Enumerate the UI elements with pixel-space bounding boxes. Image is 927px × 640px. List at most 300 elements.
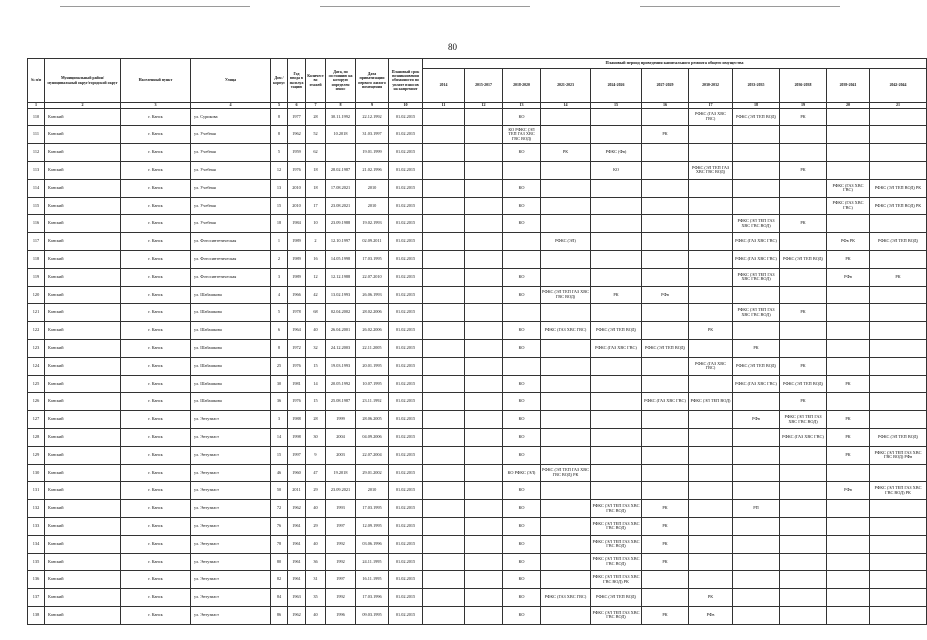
- floors-cell: 40: [306, 535, 326, 553]
- period-cell: [591, 357, 642, 375]
- period-cell: КО: [503, 286, 541, 304]
- floors-cell: 9: [306, 446, 326, 464]
- column-number: 10: [389, 103, 423, 109]
- period-cell: [689, 250, 733, 268]
- house-cell: 8: [271, 108, 288, 126]
- period-cell: [870, 322, 927, 340]
- settlement-cell: г. Канск: [121, 482, 191, 500]
- settlement-cell: г. Канск: [121, 500, 191, 518]
- column-number: 20: [827, 103, 870, 109]
- period-cell: [465, 589, 503, 607]
- row-number: 134: [28, 535, 45, 553]
- period-cell: КО: [503, 197, 541, 215]
- year-cell: 1959: [288, 144, 306, 162]
- period-cell: [642, 304, 689, 322]
- period-cell: КО: [503, 215, 541, 233]
- obligation-date-cell: 01.02.2015: [389, 268, 423, 286]
- header-period: 2015-2017: [465, 69, 503, 103]
- period-cell: [870, 606, 927, 624]
- privatization-date-cell: 28.02.2006: [356, 304, 389, 322]
- street-cell: ул. Энтузиаст: [191, 535, 271, 553]
- period-cell: РФКС (ГАЗ ХВС ГВС): [591, 339, 642, 357]
- privatization-date-cell: 26.06.1993: [356, 286, 389, 304]
- street-cell: ул. Сурикова: [191, 108, 271, 126]
- header-house: Дом / корпус: [271, 59, 288, 103]
- year-cell: 1961: [288, 535, 306, 553]
- floors-cell: 15: [306, 393, 326, 411]
- settlement-cell: г. Канск: [121, 393, 191, 411]
- row-number: 119: [28, 268, 45, 286]
- period-cell: [465, 393, 503, 411]
- period-cell: [689, 339, 733, 357]
- street-cell: ул. Учебная: [191, 144, 271, 162]
- period-cell: КО: [503, 606, 541, 624]
- row-number: 129: [28, 446, 45, 464]
- house-cell: 8: [271, 339, 288, 357]
- settlement-cell: г. Канск: [121, 517, 191, 535]
- period-cell: [642, 571, 689, 589]
- header-period: 2027-2029: [642, 69, 689, 103]
- year-cell: 1978: [288, 304, 306, 322]
- privatization-date-cell: 24.11.1995: [356, 553, 389, 571]
- floors-cell: 18: [306, 179, 326, 197]
- period-cell: КО: [503, 322, 541, 340]
- row-number: 113: [28, 161, 45, 179]
- period-cell: [423, 286, 465, 304]
- page-number: 80: [448, 42, 457, 52]
- period-cell: [541, 161, 591, 179]
- period-cell: [827, 393, 870, 411]
- period-cell: РФКС (ЭЛ ТЕП ГАЗ ХВС ГВС ВОД) РК: [870, 482, 927, 500]
- period-cell: РФКС (Фв): [591, 144, 642, 162]
- year-cell: 1963: [288, 589, 306, 607]
- period-cell: [541, 197, 591, 215]
- period-cell: [870, 126, 927, 144]
- row-number: 131: [28, 482, 45, 500]
- period-cell: РК: [870, 268, 927, 286]
- period-cell: КО РФКС (ЭЛ ТЕП ГАЗ ХВС ГВС ВОД): [503, 126, 541, 144]
- floors-cell: 30: [306, 428, 326, 446]
- period-cell: РФКС (ЭЛ ТЕП ГАЗ ХВС ГВС ВОД): [780, 411, 827, 429]
- period-cell: [733, 144, 780, 162]
- wear-date-cell: 1992: [326, 535, 356, 553]
- street-cell: ул. Шабашкова: [191, 393, 271, 411]
- period-cell: [689, 144, 733, 162]
- period-cell: [541, 482, 591, 500]
- period-cell: [870, 357, 927, 375]
- period-cell: [503, 233, 541, 251]
- period-cell: [541, 126, 591, 144]
- period-cell: РФКС (ЭЛ ТЕП ГАЗ ХВС ГВС ВОД) РК: [591, 571, 642, 589]
- house-cell: 1: [271, 233, 288, 251]
- settlement-cell: г. Канск: [121, 428, 191, 446]
- period-cell: [541, 108, 591, 126]
- period-cell: РК: [642, 500, 689, 518]
- privatization-date-cell: 2010: [356, 179, 389, 197]
- table-row: [28, 589, 927, 607]
- period-cell: [591, 233, 642, 251]
- settlement-cell: г. Канск: [121, 286, 191, 304]
- period-cell: [870, 375, 927, 393]
- privatization-date-cell: 09.03.1995: [356, 606, 389, 624]
- period-cell: [591, 482, 642, 500]
- settlement-cell: г. Канск: [121, 197, 191, 215]
- period-cell: [733, 446, 780, 464]
- period-cell: [780, 500, 827, 518]
- period-cell: [423, 553, 465, 571]
- obligation-date-cell: 01.02.2015: [389, 393, 423, 411]
- house-cell: 78: [271, 535, 288, 553]
- privatization-date-cell: 23.11.1992: [356, 393, 389, 411]
- period-cell: [541, 571, 591, 589]
- column-number: 17: [689, 103, 733, 109]
- year-cell: 1972: [288, 339, 306, 357]
- period-cell: [591, 446, 642, 464]
- year-cell: 1962: [288, 126, 306, 144]
- settlement-cell: г. Канск: [121, 464, 191, 482]
- period-cell: [591, 428, 642, 446]
- period-cell: [780, 233, 827, 251]
- table-row: [28, 375, 927, 393]
- year-cell: 1961: [288, 517, 306, 535]
- row-number: 126: [28, 393, 45, 411]
- wear-date-cell: 1997: [326, 571, 356, 589]
- period-cell: РФв: [642, 286, 689, 304]
- district-cell: Канский: [45, 286, 121, 304]
- privatization-date-cell: 12.09.1995: [356, 517, 389, 535]
- privatization-date-cell: 17.03.1995: [356, 500, 389, 518]
- district-cell: Канский: [45, 589, 121, 607]
- year-cell: 1976: [288, 393, 306, 411]
- street-cell: ул. Фотосинтетическая: [191, 250, 271, 268]
- period-cell: [423, 322, 465, 340]
- floors-cell: 36: [306, 553, 326, 571]
- period-cell: [503, 161, 541, 179]
- column-number: 12: [465, 103, 503, 109]
- obligation-date-cell: 01.02.2015: [389, 108, 423, 126]
- period-cell: [591, 375, 642, 393]
- floors-cell: 17: [306, 197, 326, 215]
- table-row: [28, 233, 927, 251]
- obligation-date-cell: 01.02.2015: [389, 428, 423, 446]
- wear-date-cell: 28.02.1987: [326, 161, 356, 179]
- period-cell: РК: [827, 250, 870, 268]
- floors-cell: 29: [306, 517, 326, 535]
- district-cell: Канский: [45, 197, 121, 215]
- table-row: [28, 482, 927, 500]
- period-cell: РК: [827, 428, 870, 446]
- period-cell: РК: [642, 517, 689, 535]
- period-cell: [780, 535, 827, 553]
- period-cell: [827, 535, 870, 553]
- period-cell: [423, 571, 465, 589]
- period-cell: РК: [642, 606, 689, 624]
- period-cell: [541, 606, 591, 624]
- period-cell: [465, 339, 503, 357]
- period-cell: РФКС (ЭЛ): [541, 233, 591, 251]
- period-cell: [465, 108, 503, 126]
- column-number: 9: [356, 103, 389, 109]
- row-number: 133: [28, 517, 45, 535]
- period-cell: [423, 500, 465, 518]
- street-cell: ул. Шабашкова: [191, 375, 271, 393]
- row-number: 120: [28, 286, 45, 304]
- period-cell: [541, 446, 591, 464]
- period-cell: [423, 179, 465, 197]
- year-cell: 1984: [288, 215, 306, 233]
- period-cell: [423, 268, 465, 286]
- period-cell: [541, 215, 591, 233]
- period-cell: [870, 339, 927, 357]
- period-cell: [689, 446, 733, 464]
- period-cell: [642, 268, 689, 286]
- period-cell: [870, 535, 927, 553]
- period-cell: [733, 197, 780, 215]
- privatization-date-cell: 19.01.1999: [356, 144, 389, 162]
- table-row: [28, 393, 927, 411]
- period-cell: [780, 126, 827, 144]
- period-cell: [465, 428, 503, 446]
- district-cell: Канский: [45, 233, 121, 251]
- period-cell: РФКС (ГАЗ ХВС ГВС): [689, 108, 733, 126]
- obligation-date-cell: 01.02.2015: [389, 126, 423, 144]
- period-cell: [827, 161, 870, 179]
- district-cell: Канский: [45, 161, 121, 179]
- district-cell: Канский: [45, 428, 121, 446]
- floors-cell: 28: [306, 411, 326, 429]
- floors-cell: 40: [306, 500, 326, 518]
- settlement-cell: г. Канск: [121, 535, 191, 553]
- year-cell: 2011: [288, 482, 306, 500]
- district-cell: Канский: [45, 215, 121, 233]
- period-cell: [541, 428, 591, 446]
- period-cell: [733, 322, 780, 340]
- period-cell: [780, 589, 827, 607]
- house-cell: 86: [271, 606, 288, 624]
- year-cell: 1981: [288, 375, 306, 393]
- settlement-cell: г. Канск: [121, 126, 191, 144]
- period-cell: [591, 126, 642, 144]
- year-cell: 1961: [288, 553, 306, 571]
- year-cell: 1989: [288, 250, 306, 268]
- wear-date-cell: 14.05.1998: [326, 250, 356, 268]
- street-cell: ул. Учебная: [191, 126, 271, 144]
- floors-cell: 28: [306, 108, 326, 126]
- district-cell: Канский: [45, 446, 121, 464]
- street-cell: ул. Шабашкова: [191, 322, 271, 340]
- year-cell: 1977: [288, 108, 306, 126]
- period-cell: [689, 464, 733, 482]
- period-cell: КО: [503, 144, 541, 162]
- period-cell: [689, 197, 733, 215]
- settlement-cell: г. Канск: [121, 268, 191, 286]
- obligation-date-cell: 01.02.2015: [389, 553, 423, 571]
- obligation-date-cell: 01.02.2015: [389, 517, 423, 535]
- period-cell: РФКС (ГАЗ ХВС ГВС): [642, 393, 689, 411]
- obligation-date-cell: 01.02.2015: [389, 571, 423, 589]
- period-cell: КО: [503, 393, 541, 411]
- obligation-date-cell: 01.02.2015: [389, 233, 423, 251]
- period-cell: [423, 606, 465, 624]
- floors-cell: 31: [306, 571, 326, 589]
- wear-date-cell: 30.11.1992: [326, 108, 356, 126]
- privatization-date-cell: 19.02.1993: [356, 215, 389, 233]
- column-number: 7: [306, 103, 326, 109]
- district-cell: Канский: [45, 411, 121, 429]
- period-cell: [591, 179, 642, 197]
- period-cell: [465, 482, 503, 500]
- period-cell: РФКС (ЭЛ ТЕП ГАЗ ХВС ГВС ВОД): [591, 517, 642, 535]
- period-cell: РК: [827, 446, 870, 464]
- period-cell: РФв РК: [827, 233, 870, 251]
- wear-date-cell: 12.12.1988: [326, 268, 356, 286]
- header-period: 2024-2026: [591, 69, 642, 103]
- header-period: 2042-2044: [870, 69, 927, 103]
- floors-cell: 40: [306, 606, 326, 624]
- period-cell: [827, 500, 870, 518]
- column-number: 3: [121, 103, 191, 109]
- obligation-date-cell: 01.02.2015: [389, 464, 423, 482]
- period-cell: [541, 500, 591, 518]
- period-cell: РП: [733, 500, 780, 518]
- period-cell: [827, 571, 870, 589]
- period-cell: [465, 553, 503, 571]
- floors-cell: 52: [306, 126, 326, 144]
- house-cell: 2: [271, 250, 288, 268]
- row-number: 118: [28, 250, 45, 268]
- period-cell: РФКС (ЭЛ ТЕП ВОД): [591, 322, 642, 340]
- house-cell: 12: [271, 161, 288, 179]
- floors-cell: 12: [306, 268, 326, 286]
- period-cell: [827, 108, 870, 126]
- house-cell: 84: [271, 589, 288, 607]
- year-cell: 1961: [288, 571, 306, 589]
- period-cell: [642, 322, 689, 340]
- period-cell: КО: [503, 500, 541, 518]
- period-cell: [733, 606, 780, 624]
- period-cell: [423, 589, 465, 607]
- period-cell: [591, 268, 642, 286]
- row-number: 122: [28, 322, 45, 340]
- wear-date-cell: 1997: [326, 517, 356, 535]
- period-cell: [870, 589, 927, 607]
- obligation-date-cell: 01.02.2015: [389, 411, 423, 429]
- street-cell: ул. Учебная: [191, 197, 271, 215]
- period-cell: [733, 517, 780, 535]
- period-cell: РФКС (ЭЛ ТЕП ГАЗ ХВС ГВС ВОД): [591, 535, 642, 553]
- period-cell: РК: [780, 108, 827, 126]
- period-cell: [642, 179, 689, 197]
- row-number: 123: [28, 339, 45, 357]
- row-number: 136: [28, 571, 45, 589]
- house-cell: 13: [271, 179, 288, 197]
- period-cell: [780, 464, 827, 482]
- year-cell: 1997: [288, 446, 306, 464]
- period-cell: [689, 535, 733, 553]
- period-cell: [870, 411, 927, 429]
- street-cell: ул. Учебная: [191, 161, 271, 179]
- wear-date-cell: 2003: [326, 446, 356, 464]
- period-cell: РФКС (ЭЛ ТЕП ВОД): [780, 375, 827, 393]
- obligation-date-cell: 01.02.2015: [389, 179, 423, 197]
- column-number: 16: [642, 103, 689, 109]
- period-cell: РФКС (ГАЗ ХВС ГВС): [541, 589, 591, 607]
- street-cell: ул. Энтузиаст: [191, 589, 271, 607]
- period-cell: [465, 606, 503, 624]
- period-cell: РК: [780, 393, 827, 411]
- wear-date-cell: 1992: [326, 553, 356, 571]
- street-cell: ул. Шабашкова: [191, 357, 271, 375]
- row-number: 121: [28, 304, 45, 322]
- house-cell: 14: [271, 428, 288, 446]
- period-cell: РФКС (ЭЛ ТЕП ВОД): [642, 339, 689, 357]
- year-cell: 1966: [288, 286, 306, 304]
- period-cell: [465, 250, 503, 268]
- street-cell: ул. Энтузиаст: [191, 446, 271, 464]
- period-cell: РФКС (ЭЛ ТЕП ВОД) РК: [870, 179, 927, 197]
- period-cell: [423, 126, 465, 144]
- period-cell: [870, 464, 927, 482]
- period-cell: РК: [733, 339, 780, 357]
- period-cell: [870, 517, 927, 535]
- district-cell: Канский: [45, 357, 121, 375]
- privatization-date-cell: 22.11.2005: [356, 339, 389, 357]
- obligation-date-cell: 01.02.2015: [389, 482, 423, 500]
- table-row: [28, 553, 927, 571]
- privatization-date-cell: 26.02.2006: [356, 322, 389, 340]
- period-cell: [465, 179, 503, 197]
- period-cell: РФКС (ЭЛ ТЕП ВОД): [733, 357, 780, 375]
- period-cell: [689, 268, 733, 286]
- period-cell: РФКС (ЭЛ ТЕП ГАЗ ХВС ГВС ВОД): [591, 606, 642, 624]
- wear-date-cell: 1992: [326, 589, 356, 607]
- top-rule: [60, 6, 250, 7]
- row-number: 110: [28, 108, 45, 126]
- privatization-date-cell: 03.06.1996: [356, 535, 389, 553]
- year-cell: 1998: [288, 428, 306, 446]
- period-cell: [870, 553, 927, 571]
- district-cell: Канский: [45, 108, 121, 126]
- obligation-date-cell: 01.02.2015: [389, 286, 423, 304]
- table-row: [28, 179, 927, 197]
- row-number: 137: [28, 589, 45, 607]
- settlement-cell: г. Канск: [121, 161, 191, 179]
- period-cell: [689, 571, 733, 589]
- wear-date-cell: 24.12.2003: [326, 339, 356, 357]
- period-cell: РФКС (ЭЛ ТЕП ГАЗ ХВС ГВС ВОД): [689, 161, 733, 179]
- settlement-cell: г. Канск: [121, 250, 191, 268]
- wear-date-cell: 12.10.1997: [326, 233, 356, 251]
- period-cell: [642, 428, 689, 446]
- obligation-date-cell: 01.02.2015: [389, 500, 423, 518]
- floors-cell: 16: [306, 250, 326, 268]
- period-cell: [733, 589, 780, 607]
- header-period: 2021-2023: [541, 69, 591, 103]
- header-period: 2014: [423, 69, 465, 103]
- district-cell: Канский: [45, 144, 121, 162]
- district-cell: Канский: [45, 268, 121, 286]
- period-cell: [423, 446, 465, 464]
- period-cell: [827, 215, 870, 233]
- table-row: [28, 197, 927, 215]
- period-cell: [780, 553, 827, 571]
- row-number: 112: [28, 144, 45, 162]
- period-cell: [642, 144, 689, 162]
- period-cell: [541, 535, 591, 553]
- period-cell: РК: [827, 375, 870, 393]
- period-cell: РФКС (ЭЛ ТЕП ВОД): [591, 589, 642, 607]
- header-period-title: Плановый период проведения капитального ремонта общего имущества: [423, 59, 927, 69]
